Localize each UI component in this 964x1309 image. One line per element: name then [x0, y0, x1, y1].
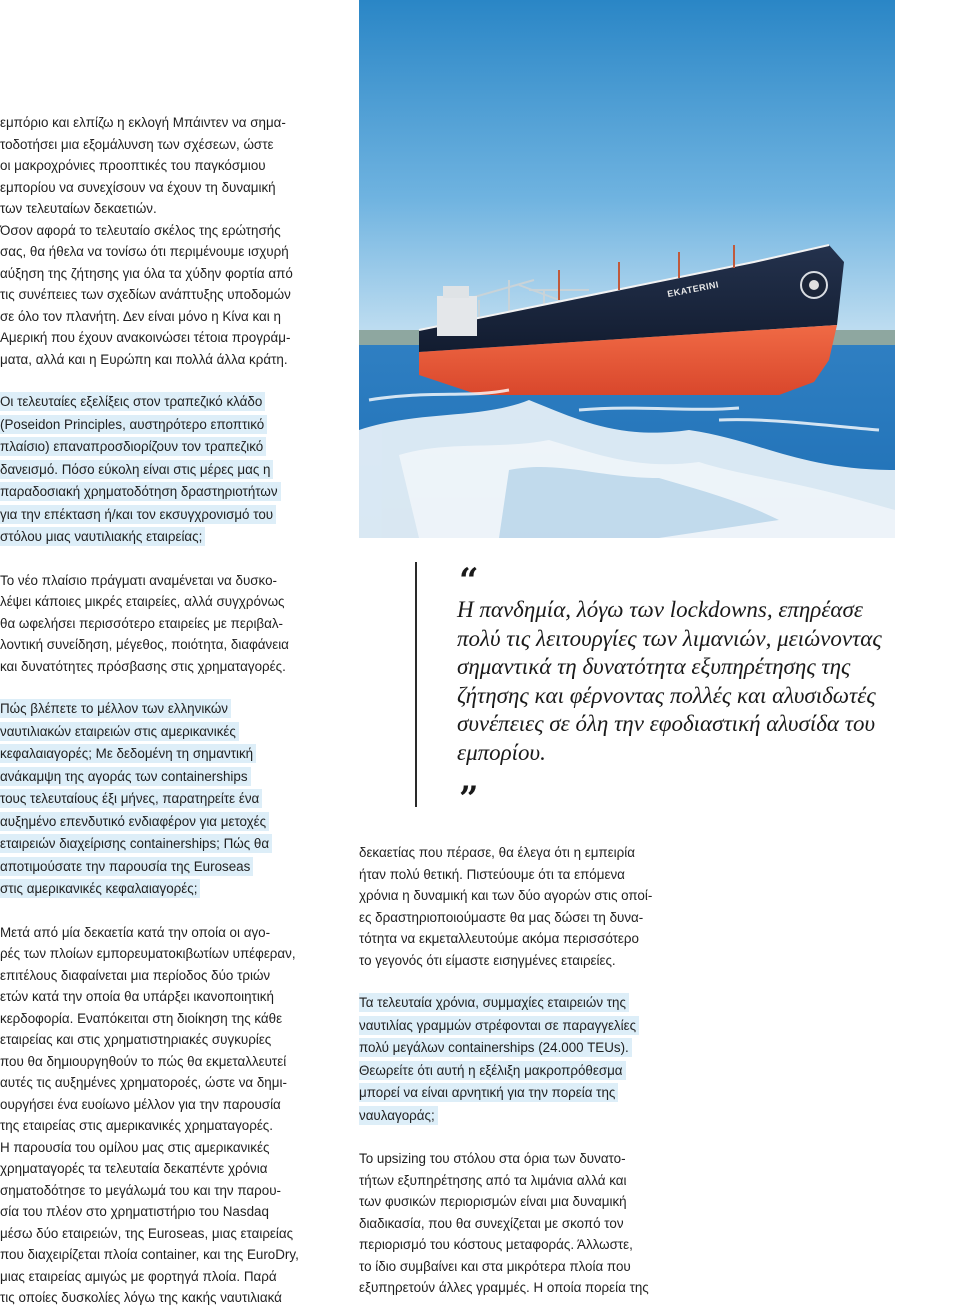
text-line: ουργήσει ένα ευοίωνο μέλλον για την παρουσία	[0, 1096, 281, 1112]
text-line: των τελευταίων δεκαετιών.	[0, 201, 157, 216]
text-line: Όσον αφορά το τελευταίο σκέλος της ερώτησής	[0, 222, 281, 238]
text-line: χρόνια η δυναμική και των δύο αγορών στις οποί-	[359, 888, 653, 903]
text-line: χρηματαγορές τα τελευταία δεκαπέντε χρόνια	[0, 1161, 268, 1176]
left-column	[0, 112, 338, 1309]
ship-photo	[359, 0, 895, 538]
text-line: Η παρουσία του ομίλου μας στις αμερικανικές	[0, 1139, 270, 1155]
open-quote-icon: “	[459, 561, 479, 601]
text-line: αύξηση της ζήτησης για όλα τα χύδην φορτία από	[0, 265, 293, 281]
text-line: κερδοφορία. Εναπόκειται στη διοίκηση της κάθε	[0, 1010, 283, 1026]
text-line: ήταν πολύ θετική. Πιστεύουμε ότι τα επόμενα	[359, 866, 625, 882]
text-line: Το upsizing του στόλου στα όρια των δυνατο-	[359, 1151, 626, 1166]
text-line: περιορισμό του κόστους μεταφοράς. Άλλωστε,	[359, 1237, 633, 1252]
text-line: τήτων εξυπηρέτησης από τα λιμάνια αλλά και	[359, 1172, 627, 1188]
interview-question	[359, 992, 696, 1127]
interview-question	[0, 698, 338, 901]
text-line: Αμερική που έχουν ανακοινώσει τέτοια προγράμ-	[0, 330, 291, 345]
text-line: Μετά από μία δεκαετία κατά την οποία οι αγο-	[0, 924, 271, 940]
text-line: το ίδιο συμβαίνει και στα μικρότερα πλοία που	[359, 1258, 631, 1274]
question-line: δανεισμό. Πόσο εύκολη είναι στις μέρες μας η	[0, 460, 273, 479]
text-line: που διαχειρίζεται πλοία container, και της EuroDry,	[0, 1247, 299, 1262]
text-line: που θα δημιουργηθούν το πώς θα εκμεταλλευτεί	[0, 1053, 287, 1069]
question-line: τους τελευταίους έξι μήνες, παρατηρείτε ένα	[0, 789, 262, 808]
question-line: στις αμερικανικές κεφαλαιαγορές;	[0, 879, 200, 898]
text-line: διαδικασία, που θα συνεχίζεται με σκοπό τον	[359, 1215, 624, 1231]
question-line: ναυλαγοράς;	[359, 1106, 438, 1125]
ship-bridge	[437, 296, 477, 336]
question-line: Θεωρείτε ότι αυτή η εξέλιξη μακροπρόθεσμα	[359, 1061, 626, 1080]
question-line: πλαίσιο) επαναπροσδιορίζουν τον τραπεζικό	[0, 437, 266, 456]
question-line: ναυτιλίας γραμμών στρέφονται σε παραγγελίες	[359, 1016, 639, 1035]
text-line: ετών κατά την οποία θα υπάρξει ικανοποιητική	[0, 989, 274, 1004]
question-line: εταιρειών διαχείρισης containerships; Πώς θα	[0, 834, 272, 853]
answer-paragraph	[0, 570, 338, 678]
text-line: δεκαετίας που πέρασε, θα έλεγα ότι η εμπειρία	[359, 845, 635, 860]
text-line: ες δραστηριοποιούμαστε θα μας δώσει τη δυνα-	[359, 909, 644, 925]
question-line: αυξημένο επενδυτικό ενδιαφέρον για μετοχές	[0, 812, 269, 831]
pull-quote	[415, 560, 905, 819]
text-line: εμπόριο και ελπίζω η εκλογή Μπάιντεν να σημα-	[0, 115, 286, 130]
text-line: ματα, αλλά και η Ευρώπη και πολλά άλλα κράτη.	[0, 351, 288, 367]
quote-rule	[415, 562, 417, 807]
answer-paragraph	[0, 922, 338, 1309]
question-line: αποτιμούσατε την παρουσία της Euroseas	[0, 857, 253, 876]
text-line: σηματοδότησε το μεγάλωμά του και την παρου-	[0, 1182, 281, 1198]
text-line: οι μακροχρόνιες προοπτικές του παγκόσμιου	[0, 158, 266, 173]
text-line: της εταιρείας στις αμερικανικές χρηματαγορές.	[0, 1118, 273, 1133]
answer-paragraph	[0, 112, 338, 370]
question-line: κεφαλαιαγορές; Με δεδομένη τη σημαντική	[0, 744, 256, 763]
interview-question	[0, 391, 338, 549]
text-line: μιας εταιρείας αμιγώς με φορτηγά πλοία. Παρά	[0, 1268, 277, 1284]
text-line: αυτές τις αυξημένες χρηματοροές, ώστε να δημι-	[0, 1075, 287, 1090]
text-line: λοντική συνείδηση, μέγεθος, ποιότητα, διαφάνεια	[0, 637, 289, 652]
question-line: (Poseidon Principles, αυστηρότερο εποπτικό	[0, 415, 267, 434]
text-line: και δυνατότητες πρόσβασης στις χρηματαγορές.	[0, 658, 286, 674]
text-line: τις οποίες δυσκολίες λόγω της κακής ναυτιλιακά	[0, 1290, 282, 1305]
question-line: για την επέκταση ή/και τον εκσυγχρονισμό του	[0, 505, 276, 524]
answer-paragraph	[359, 842, 696, 971]
text-line: τις συνέπειες των σχεδίων ανάπτυξης υποδομών	[0, 287, 291, 302]
question-line: ανάκαμψη της αγοράς των containerships	[0, 767, 251, 786]
text-line: εμπορίου να συνεχίσουν να έχουν τη δυναμική	[0, 179, 276, 195]
text-line: σας, θα ήθελα να τονίσω ότι περιμένουμε ισχυρή	[0, 244, 289, 259]
question-line: Τα τελευταία χρόνια, συμμαχίες εταιρειών της	[359, 993, 629, 1012]
text-line: τοδοτήσει μια εξομάλυνση των σχέσεων, ώστε	[0, 136, 274, 152]
text-line: το γεγονός ότι είμαστε εισηγμένες εταιρείες.	[359, 952, 616, 968]
text-line: ρές των πλοίων εμπορευματοκιβωτίων υπέφεραν,	[0, 946, 296, 961]
right-column	[359, 842, 696, 1299]
text-line: τότητα να εκμεταλλευτούμε ακόμα περισσότερο	[359, 931, 639, 946]
close-quote-icon: ”	[459, 779, 479, 819]
text-line: θα ωφελήσει περισσότερο εταιρείες με περιβαλ-	[0, 615, 284, 631]
ship-name: EKATERINI	[666, 279, 720, 300]
text-line: επιτέλους διαφαίνεται μια περίοδος δύο τριών	[0, 967, 271, 983]
text-line: Το νέο πλαίσιο πράγματι αναμένεται να δυσκο-	[0, 572, 277, 588]
answer-paragraph	[359, 1148, 696, 1299]
text-line: λέψει κάποιες μικρές εταιρείες, αλλά συγχρόνως	[0, 594, 285, 609]
pull-quote-text: Η πανδημία, λόγω των lockdowns, επηρέασε πολύ τις λειτουργίες των λιμανιών, μειώνοντας σημαντικά τη δυνατότητα εξυπηρέτησης της ζήτησης και φέρνοντας πολλές και αλυσιδωτές συνέπειες σε όλη την εφοδιαστική αλυσίδα του εμπορίου.	[457, 597, 882, 765]
question-line: μπορεί να είναι αρνητική για την πορεία της	[359, 1083, 618, 1102]
question-line: Πώς βλέπετε το μέλλον των ελληνικών	[0, 699, 231, 718]
text-line: εταιρείας και στις χρηματιστηριακές συγκυρίες	[0, 1032, 272, 1047]
text-line: εξυπηρετούν άλλες γραμμές. Η οποία πορεία της	[359, 1280, 649, 1295]
text-line: σία του πλέον στο χρηματιστήριο του Nasdaq	[0, 1204, 269, 1219]
text-line: μέσω δύο εταιρειών, της Euroseas, μιας εταιρείας	[0, 1225, 294, 1241]
question-line: στόλου μιας ναυτιλιακής εταιρείας;	[0, 527, 205, 546]
question-line: Οι τελευταίες εξελίξεις στον τραπεζικό κλάδο	[0, 392, 265, 411]
question-line: ναυτιλιακών εταιρειών στις αμερικανικές	[0, 722, 239, 741]
text-line: σε όλο τον πλανήτη. Δεν είναι μόνο η Κίνα και η	[0, 308, 281, 324]
question-line: παραδοσιακή χρηματοδότηση δραστηριοτήτων	[0, 482, 281, 501]
text-line: των φυσικών περιορισμών είναι μια δυναμική	[359, 1194, 627, 1209]
question-line: πολύ μεγάλων containerships (24.000 TEUs).	[359, 1038, 632, 1057]
